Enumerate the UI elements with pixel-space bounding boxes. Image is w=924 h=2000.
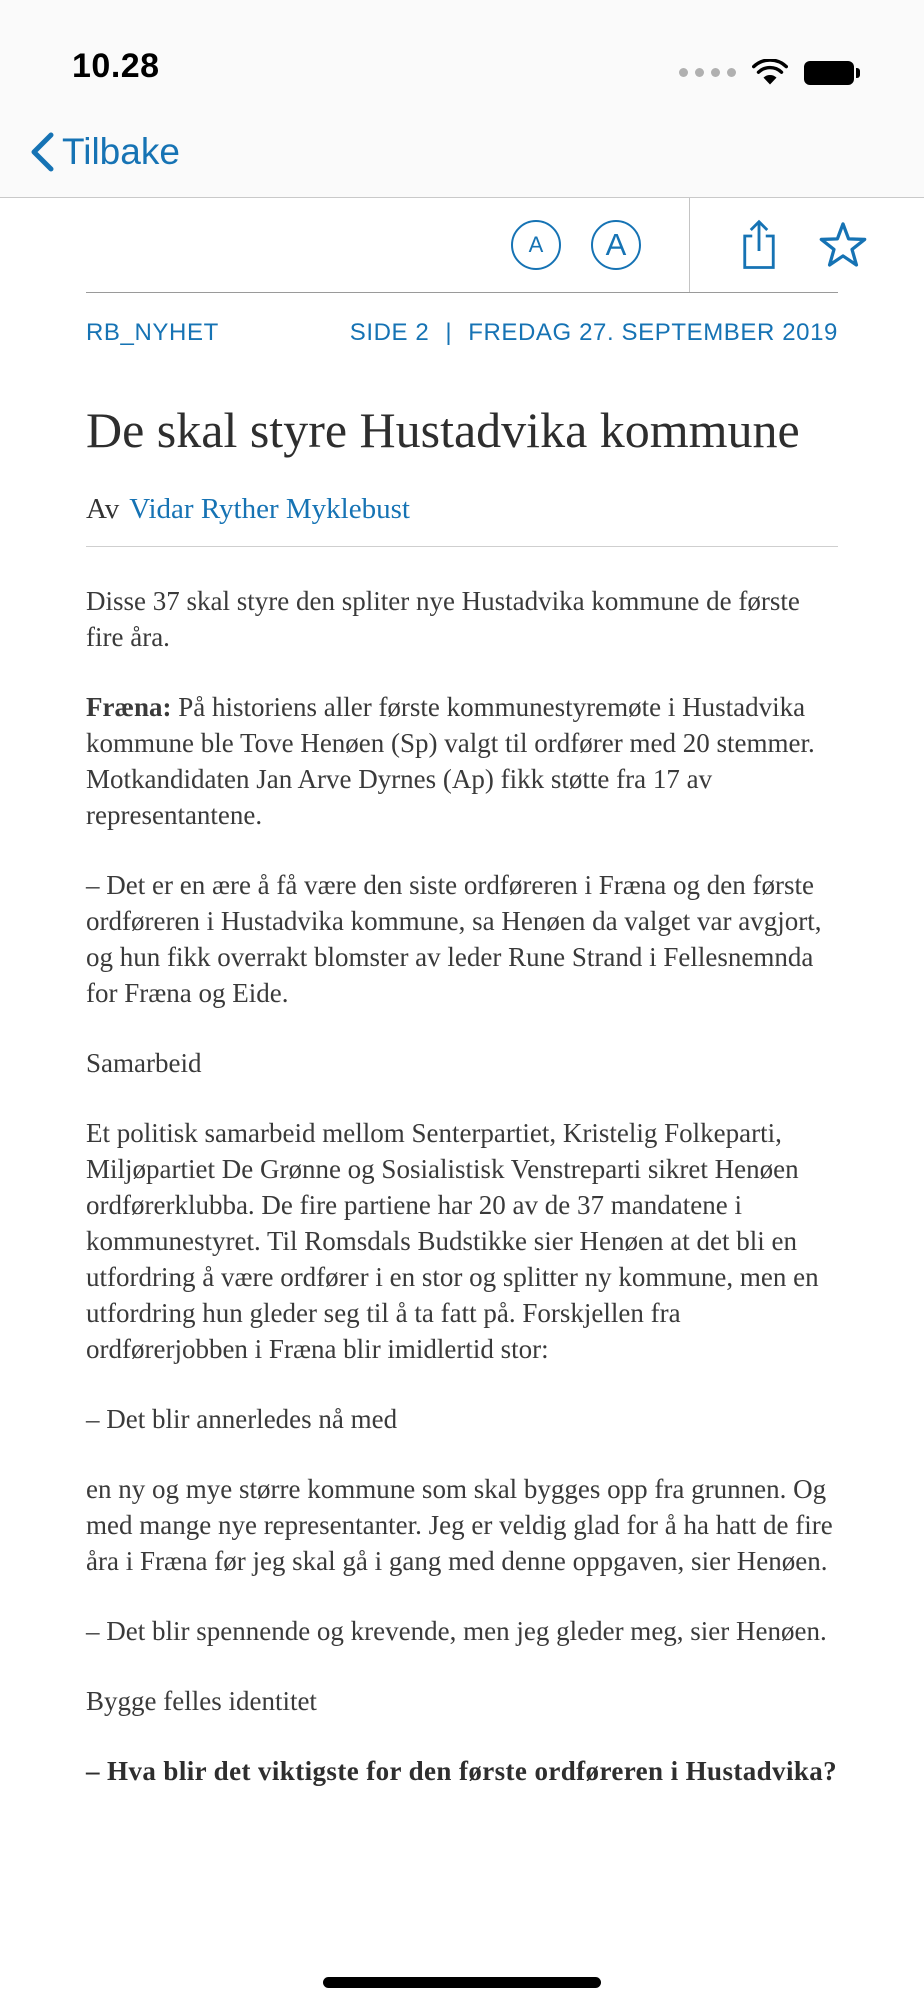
status-bar	[0, 0, 924, 106]
article-paragraph: Bygge felles identitet	[86, 1686, 317, 1716]
byline-rule	[86, 546, 838, 547]
article-title: De skal styre Hustadvika kommune	[86, 402, 800, 458]
wifi-icon	[752, 59, 788, 86]
toolbar-divider	[689, 198, 690, 292]
back-label: Tilbake	[62, 131, 180, 172]
article-toolbar	[0, 198, 924, 292]
article-paragraph: Et politisk samarbeid mellom Senterpartiet, Kristelig Folkeparti, Miljøpartiet De Grønne og Sosialistisk Venstreparti sikret Henøen ordførerklubba. De fire partiene har 20 av de 37 mandatene i kommunestyret. Til Romsdals Budstikke sier Henøen at det bli en utfordring å være ordfører i en stor og splitter ny kommune, men en utfordring hun gleder seg til å ta fatt på. Forskjellen fra ordførerjobben i Fræna blir imidlertid stor:	[86, 1118, 819, 1364]
decrease-font-button[interactable]	[511, 220, 561, 270]
cellular-signal-icon	[679, 68, 736, 77]
article-paragraph: Fræna: På historiens aller første kommunestyremøte i Hustadvika kommune ble Tove Henøen (Sp) valgt til ordfører med 20 stemmer. Motkandidaten Jan Arve Dyrnes (Ap) fikk støtte fra 17 av representantene.	[86, 692, 815, 830]
article-paragraph: – Hva blir det viktigste for den første ordføreren i Hustadvika?	[86, 1756, 838, 1786]
article-meta-row	[86, 319, 838, 347]
article-container	[0, 292, 924, 1789]
status-icons	[679, 59, 860, 86]
byline-prefix: Av	[86, 493, 120, 525]
top-chrome	[0, 0, 924, 198]
chevron-left-icon	[28, 130, 56, 174]
paragraph-lead: Fræna:	[86, 692, 172, 722]
toolbar-rule	[86, 292, 838, 293]
article-paragraph: – Det blir annerledes nå med	[86, 1404, 398, 1434]
author-link[interactable]: Vidar Ryther Myklebust	[129, 493, 410, 525]
article-paragraph: Samarbeid	[86, 1048, 202, 1078]
page-label: SIDE 2	[349, 319, 430, 346]
article-paragraph: – Det er en ære å få være den siste ordføreren i Fræna og den første ordføreren i Hustadvika kommune, sa Henøen da valget var avgjort, og hun fikk overrakt blomster av leder Rune Strand i Fellesnemnda for Fræna og Eide.	[86, 870, 822, 1008]
share-button[interactable]	[738, 218, 780, 272]
meta-separator: |	[445, 319, 453, 346]
back-button[interactable]	[28, 130, 180, 174]
home-indicator[interactable]	[323, 1977, 601, 1988]
date-label: FREDAG 27. SEPTEMBER 2019	[468, 319, 838, 346]
favorite-button[interactable]	[818, 221, 868, 269]
article-paragraph: – Det blir spennende og krevende, men jeg gleder meg, sier Henøen.	[86, 1616, 827, 1646]
battery-icon	[804, 61, 860, 85]
article-paragraph: en ny og mye større kommune som skal bygges opp fra grunnen. Og med mange nye representanter. Jeg er veldig glad for å ha hatt de fire åra i Fræna før jeg skal gå i gang med denne oppgaven, sier Henøen.	[86, 1474, 833, 1576]
star-icon	[818, 221, 868, 269]
byline	[86, 493, 838, 526]
article-paragraph: Disse 37 skal styre den spliter nye Hustadvika kommune de første fire åra.	[86, 586, 800, 652]
section-label: RB_NYHET	[86, 319, 219, 346]
article-body	[86, 583, 838, 1789]
share-icon	[738, 218, 780, 272]
status-time: 10.28	[72, 47, 160, 85]
nav-bar	[0, 106, 924, 198]
increase-font-label: A	[605, 227, 627, 262]
decrease-font-label: A	[528, 232, 544, 257]
page-date-label	[350, 319, 838, 347]
increase-font-button[interactable]	[591, 220, 641, 270]
